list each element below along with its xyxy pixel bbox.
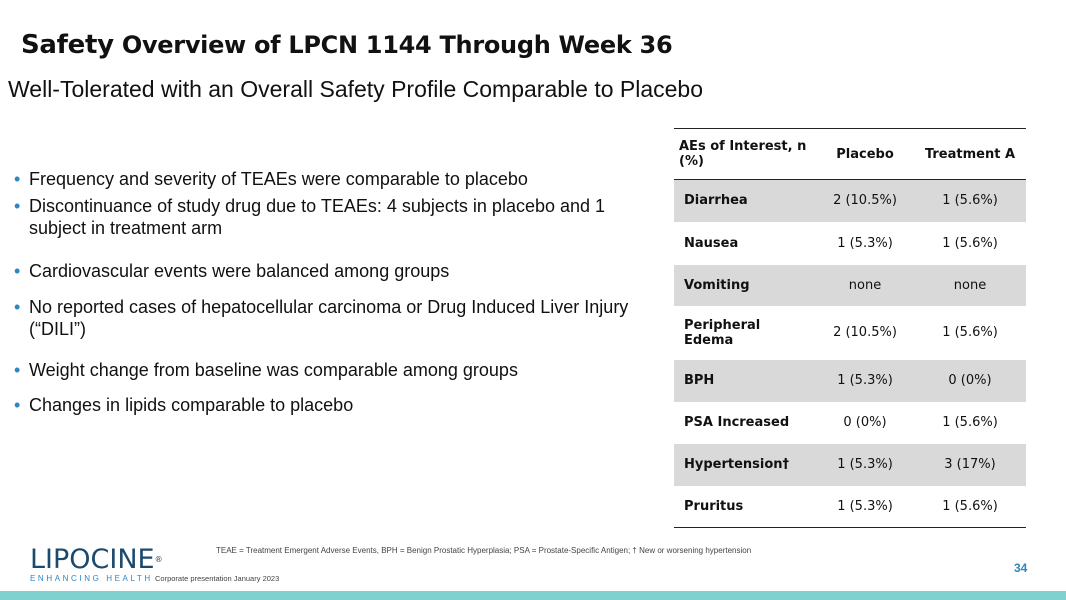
bullet-item bbox=[14, 260, 664, 282]
treatment-value: 0 (0%) bbox=[914, 360, 1026, 402]
title-lead-word: Safety bbox=[21, 30, 114, 60]
treatment-value: 1 (5.6%) bbox=[942, 325, 998, 340]
table-row bbox=[674, 444, 1026, 486]
logo-tagline: ENHANCING HEALTH bbox=[30, 574, 153, 583]
ae-name: BPH bbox=[674, 360, 816, 402]
treatment-value: 1 (5.6%) bbox=[942, 415, 998, 430]
ae-table bbox=[674, 128, 1026, 528]
table-row bbox=[674, 306, 1026, 360]
ae-name: Diarrhea bbox=[674, 180, 816, 222]
table-footnote: TEAE = Treatment Emergent Adverse Events, BPH = Benign Prostatic Hyperplasia; PSA = Prostate-Specific Antigen; † New or worsening hypertension bbox=[216, 546, 752, 555]
bullet-text: Cardiovascular events were balanced among groups bbox=[29, 261, 450, 281]
bullet-text: Changes in lipids comparable to placebo bbox=[29, 395, 354, 415]
table-row bbox=[674, 180, 1026, 222]
bullet-text: No reported cases of hepatocellular carcinoma or Drug Induced Liver Injury (“DILI”) bbox=[29, 297, 629, 339]
header-ae: AEs of Interest, n (%) bbox=[674, 129, 816, 180]
placebo-value: 1 (5.3%) bbox=[816, 360, 914, 402]
placebo-value: 1 (5.3%) bbox=[816, 444, 914, 486]
treatment-value: 1 (5.6%) bbox=[914, 180, 1026, 222]
ae-name: Hypertension† bbox=[674, 444, 816, 486]
bullet-dot-icon: • bbox=[14, 360, 21, 380]
page-number: 34 bbox=[1014, 561, 1028, 575]
ae-name: Peripheral Edema bbox=[684, 317, 761, 348]
bottom-accent-bar bbox=[0, 591, 1066, 600]
table-row bbox=[674, 360, 1026, 402]
table-row bbox=[674, 402, 1026, 444]
bullet-list bbox=[14, 168, 664, 416]
bullet-item bbox=[14, 296, 664, 340]
title-rest: Overview of LPCN 1144 Through Week 36 bbox=[113, 31, 673, 59]
table-row bbox=[674, 222, 1026, 265]
corporate-note: Corporate presentation January 2023 bbox=[155, 574, 280, 583]
header-treatment: Treatment A bbox=[914, 129, 1026, 180]
ae-name: Nausea bbox=[684, 235, 739, 251]
bullet-text: Discontinuance of study drug due to TEAEs: 4 subjects in placebo and 1 subject in treatment arm bbox=[29, 196, 606, 238]
ae-name: Vomiting bbox=[674, 265, 816, 306]
slide-subtitle: Well-Tolerated with an Overall Safety Profile Comparable to Placebo bbox=[8, 76, 704, 102]
placebo-value: none bbox=[816, 265, 914, 306]
bullet-dot-icon: • bbox=[14, 297, 21, 317]
logo-wordmark: LIPOCINE® bbox=[30, 544, 163, 575]
treatment-value: 1 (5.6%) bbox=[942, 498, 998, 514]
ae-name: PSA Increased bbox=[684, 415, 790, 430]
bullet-text: Weight change from baseline was comparable among groups bbox=[29, 360, 518, 380]
company-logo bbox=[30, 546, 163, 583]
bullet-dot-icon: • bbox=[14, 261, 21, 281]
treatment-value: 1 (5.6%) bbox=[942, 235, 998, 251]
table-row bbox=[674, 265, 1026, 306]
placebo-value: 1 (5.3%) bbox=[837, 235, 893, 251]
bullet-item bbox=[14, 359, 664, 381]
bullet-item bbox=[14, 394, 664, 416]
slide-title bbox=[21, 30, 672, 60]
registered-mark-icon: ® bbox=[154, 555, 163, 564]
placebo-value: 2 (10.5%) bbox=[816, 180, 914, 222]
table-row bbox=[674, 486, 1026, 528]
bullet-item bbox=[14, 168, 664, 190]
placebo-value: 2 (10.5%) bbox=[833, 325, 897, 340]
bullet-text: Frequency and severity of TEAEs were comparable to placebo bbox=[29, 169, 528, 189]
bullet-dot-icon: • bbox=[14, 169, 21, 189]
placebo-value: 0 (0%) bbox=[843, 415, 887, 430]
header-placebo: Placebo bbox=[816, 129, 914, 180]
ae-name: Pruritus bbox=[684, 498, 744, 514]
table-header-row bbox=[674, 129, 1026, 180]
treatment-value: 3 (17%) bbox=[914, 444, 1026, 486]
bullet-item bbox=[14, 195, 664, 239]
treatment-value: none bbox=[914, 265, 1026, 306]
bullet-dot-icon: • bbox=[14, 395, 21, 415]
bullet-dot-icon: • bbox=[14, 196, 21, 216]
placebo-value: 1 (5.3%) bbox=[837, 498, 893, 514]
